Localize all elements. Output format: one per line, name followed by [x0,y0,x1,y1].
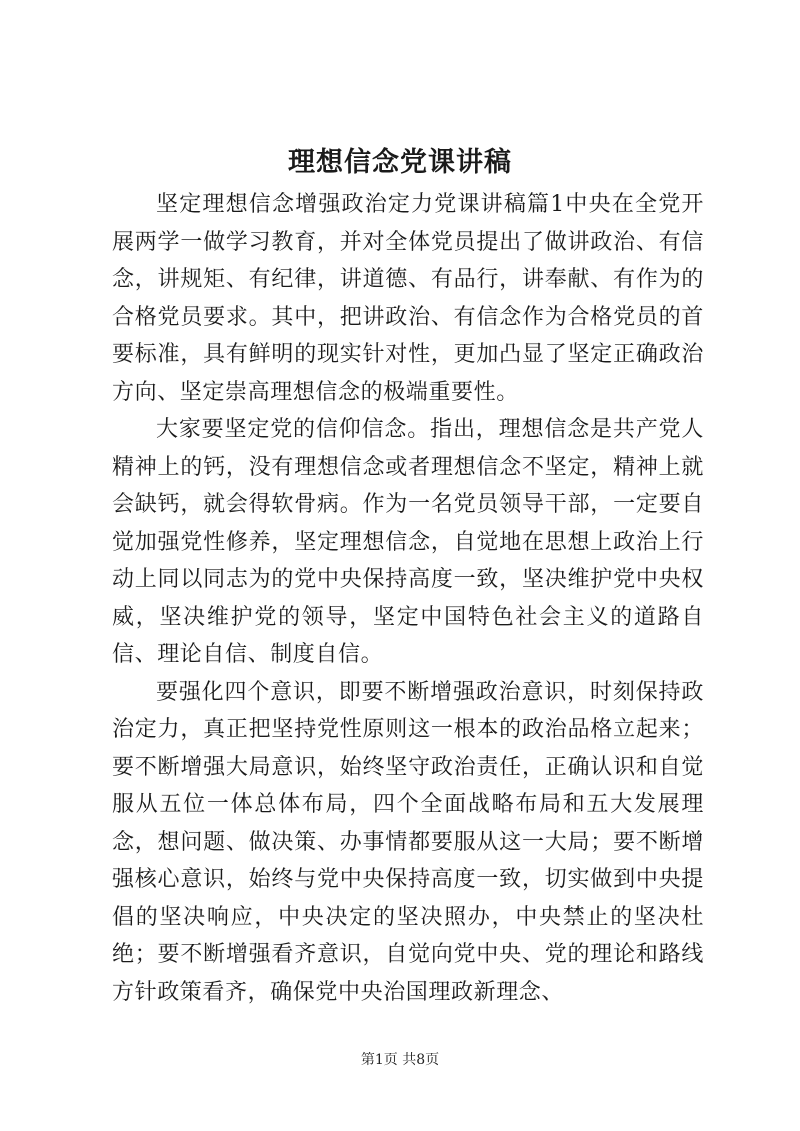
page-title: 理想信念党课讲稿 [288,147,512,178]
page-footer: 第1页 共8页 [360,1052,440,1068]
document-body [112,186,704,1011]
paragraph-1: 坚定理想信念增强政治定力党课讲稿篇1中央在全党开展两学一做学习教育，并对全体党员提出了做讲政治、有信念，讲规矩、有纪律，讲道德、有品行，讲奉献、有作为的合格党员要求。其中，把讲政治、有信念作为合格党员的首要标准，具有鲜明的现实针对性，更加凸显了坚定正确政治方向、坚定崇高理想信念的极端重要性。 [112,192,704,405]
paragraph-2: 大家要坚定党的信仰信念。指出，理想信念是共产党人精神上的钙，没有理想信念或者理想信念不坚定，精神上就会缺钙，就会得软骨病。作为一名党员领导干部，一定要自觉加强党性修养，坚定理想信念，自觉地在思想上政治上行动上同以同志为的党中央保持高度一致，坚决维护党中央权威，坚决维护党的领导，坚定中国特色社会主义的道路自信、理论自信、制度自信。 [112,417,704,667]
paragraph-3: 要强化四个意识，即要不断增强政治意识，时刻保持政治定力，真正把坚持党性原则这一根本的政治品格立起来；要不断增强大局意识，始终坚守政治责任，正确认识和自觉服从五位一体总体布局，四个全面战略布局和五大发展理念，想问题、做决策、办事情都要服从这一大局；要不断增强核心意识，始终与党中央保持高度一致，切实做到中央提倡的坚决响应，中央决定的坚决照办，中央禁止的坚决杜绝；要不断增强看齐意识，自觉向党中央、党的理论和路线方针政策看齐，确保党中央治国理政新理念、 [112,679,704,1005]
